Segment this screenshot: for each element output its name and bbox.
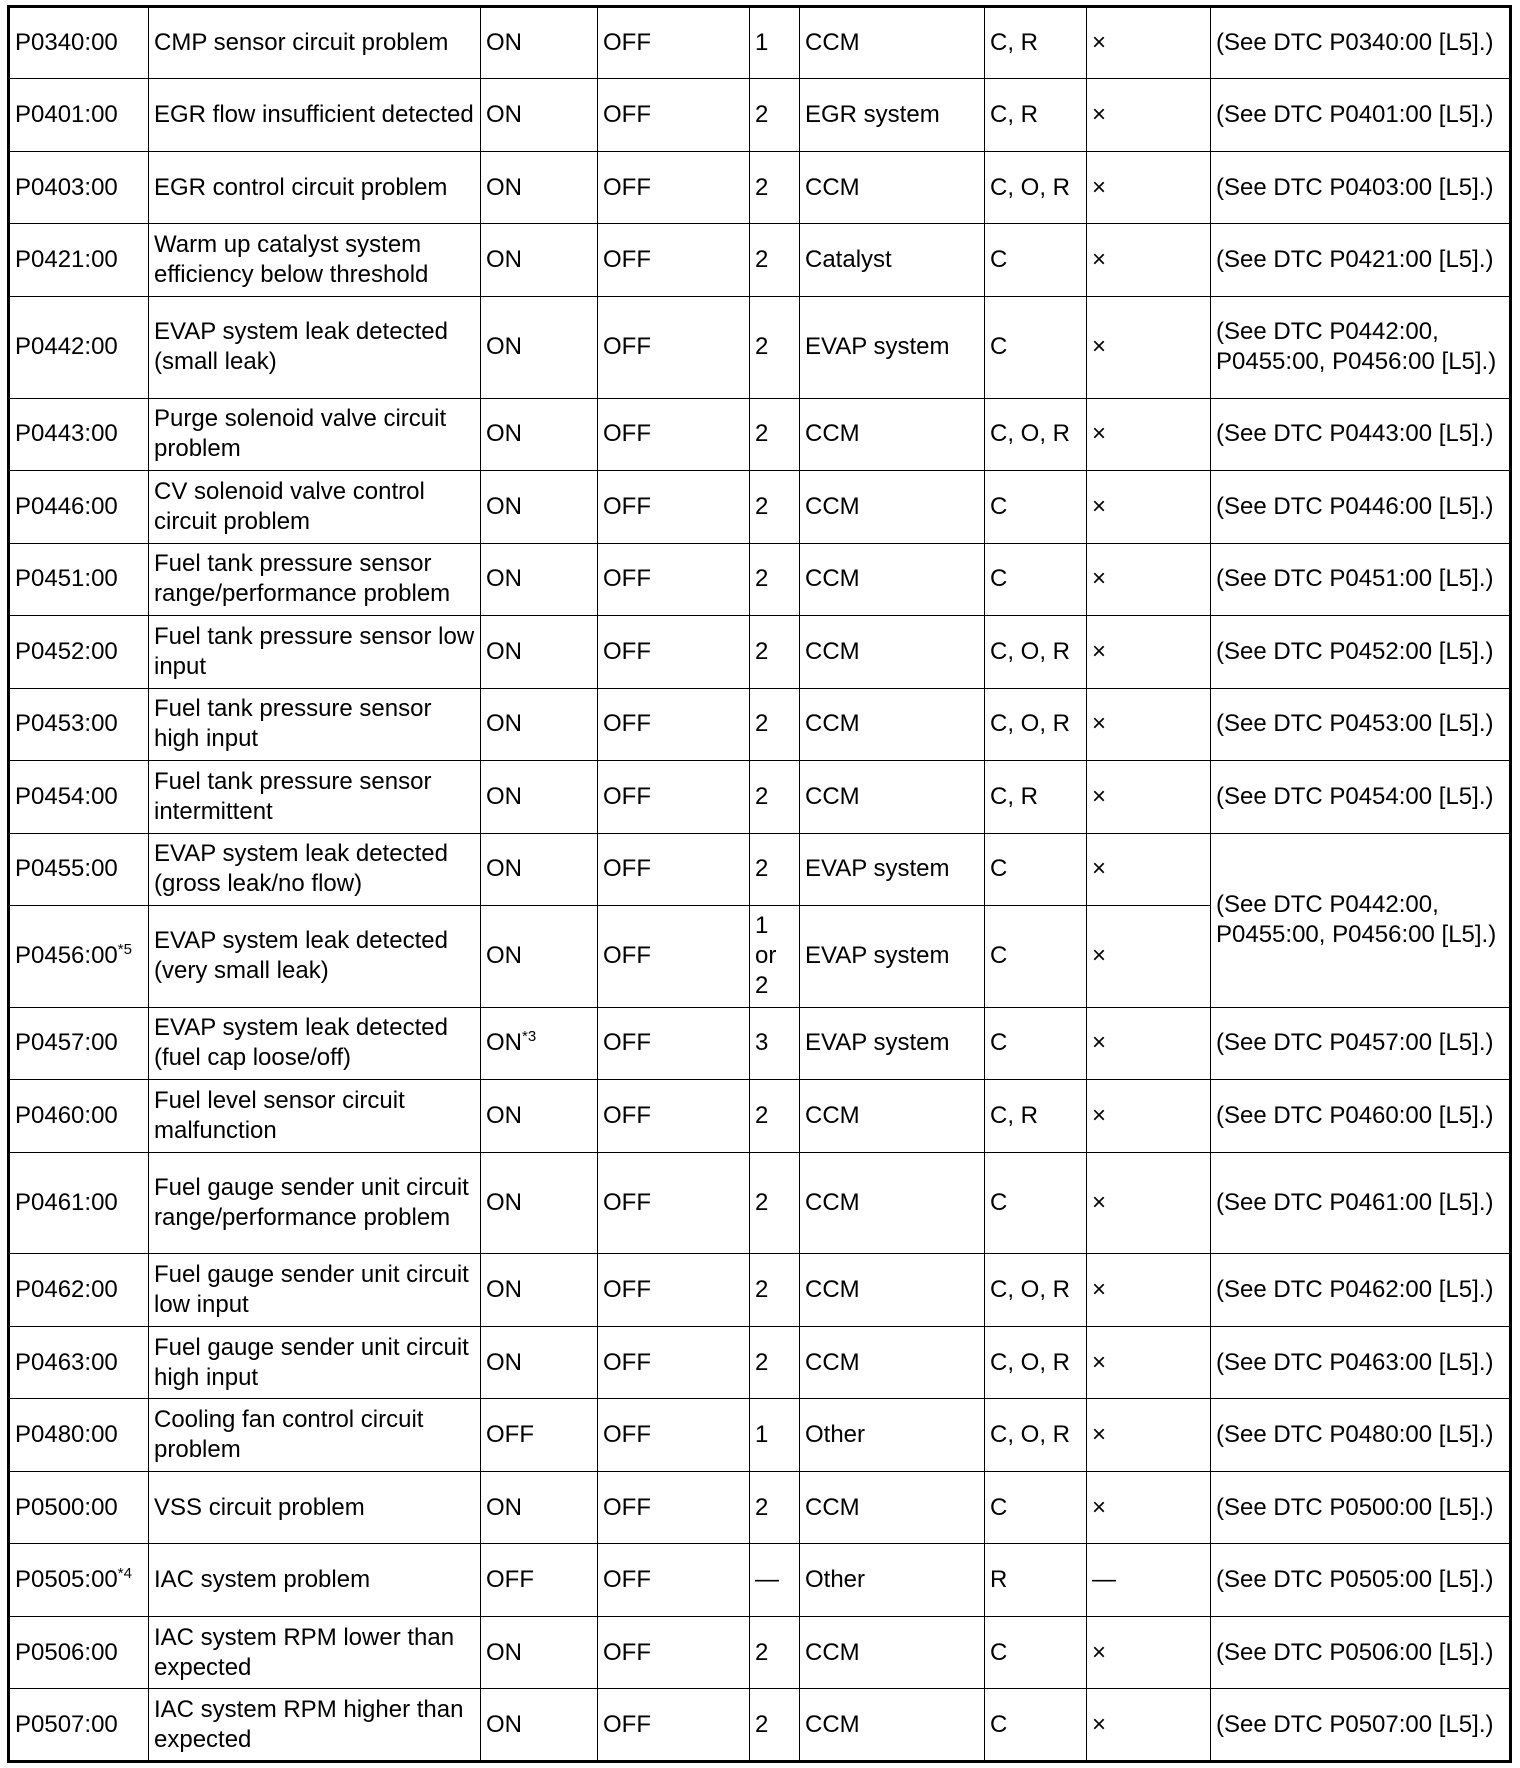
- memory-status: OFF: [598, 1471, 750, 1543]
- reference-link[interactable]: (See DTC P0421:00 [L5].): [1211, 224, 1511, 296]
- dtc-code: P0460:00: [9, 1080, 149, 1152]
- drive-cycle: 2: [750, 1254, 800, 1326]
- availability-mark: ×: [1087, 224, 1211, 296]
- availability-mark: ×: [1087, 471, 1211, 543]
- footnote-marker: *5: [117, 941, 132, 959]
- reference-link[interactable]: (See DTC P0462:00 [L5].): [1211, 1254, 1511, 1326]
- dtc-position: C, O, R: [985, 1254, 1087, 1326]
- dtc-position: C: [985, 906, 1087, 1008]
- mil-status: ON: [481, 7, 598, 79]
- mil-status: ON: [481, 1152, 598, 1254]
- dtc-position: C: [985, 471, 1087, 543]
- dtc-description: Cooling fan control circuit problem: [149, 1399, 481, 1471]
- dtc-position: C, O, R: [985, 1399, 1087, 1471]
- mil-status: ON: [481, 906, 598, 1008]
- mil-status: ON: [481, 1254, 598, 1326]
- dtc-position: C: [985, 1616, 1087, 1688]
- drive-cycle: 2: [750, 761, 800, 833]
- monitor-item: EVAP system: [800, 296, 985, 398]
- dtc-code: P0457:00: [9, 1007, 149, 1079]
- dtc-code: P0463:00: [9, 1326, 149, 1398]
- availability-mark: ×: [1087, 543, 1211, 615]
- dtc-position: C, R: [985, 1080, 1087, 1152]
- mil-status: ON: [481, 1471, 598, 1543]
- reference-link[interactable]: (See DTC P0461:00 [L5].): [1211, 1152, 1511, 1254]
- memory-status: OFF: [598, 1080, 750, 1152]
- dtc-description: Fuel tank pressure sensor high input: [149, 688, 481, 760]
- dtc-position: C, O, R: [985, 398, 1087, 470]
- availability-mark: —: [1087, 1544, 1211, 1616]
- memory-status: OFF: [598, 151, 750, 223]
- drive-cycle: 1: [750, 7, 800, 79]
- table-row: [9, 1616, 1511, 1688]
- dtc-code: P0505:00$^{*4}$: [9, 1544, 149, 1616]
- table-row: [9, 688, 1511, 760]
- availability-mark: ×: [1087, 1471, 1211, 1543]
- table-row: [9, 1152, 1511, 1254]
- dtc-description: Fuel gauge sender unit circuit low input: [149, 1254, 481, 1326]
- dtc-description: CV solenoid valve control circuit problem: [149, 471, 481, 543]
- reference-link[interactable]: (See DTC P0480:00 [L5].): [1211, 1399, 1511, 1471]
- availability-mark: ×: [1087, 833, 1211, 905]
- footnote-marker: *4: [117, 1565, 132, 1583]
- dtc-position: C, R: [985, 761, 1087, 833]
- table-row: [9, 1399, 1511, 1471]
- dtc-description: Fuel level sensor circuit malfunction: [149, 1080, 481, 1152]
- dtc-position: C: [985, 296, 1087, 398]
- dtc-code: P0340:00: [9, 7, 149, 79]
- monitor-item: CCM: [800, 616, 985, 688]
- table-row: [9, 1544, 1511, 1616]
- dtc-code: P0442:00: [9, 296, 149, 398]
- table-row: [9, 398, 1511, 470]
- dtc-code: P0443:00: [9, 398, 149, 470]
- memory-status: OFF: [598, 688, 750, 760]
- memory-status: OFF: [598, 616, 750, 688]
- dtc-description: IAC system RPM higher than expected: [149, 1689, 481, 1762]
- monitor-item: CCM: [800, 688, 985, 760]
- mil-status: ON: [481, 688, 598, 760]
- dtc-position: C, O, R: [985, 151, 1087, 223]
- drive-cycle: 2: [750, 1080, 800, 1152]
- reference-link[interactable]: (See DTC P0506:00 [L5].): [1211, 1616, 1511, 1688]
- mil-status: ON: [481, 1326, 598, 1398]
- mil-status: ON: [481, 471, 598, 543]
- dtc-description: EVAP system leak detected (very small leak): [149, 906, 481, 1008]
- availability-mark: ×: [1087, 79, 1211, 151]
- availability-mark: ×: [1087, 151, 1211, 223]
- monitor-item: Other: [800, 1399, 985, 1471]
- dtc-description: CMP sensor circuit problem: [149, 7, 481, 79]
- dtc-description: Fuel tank pressure sensor low input: [149, 616, 481, 688]
- dtc-position: C, O, R: [985, 688, 1087, 760]
- dtc-position: C: [985, 1152, 1087, 1254]
- reference-link[interactable]: (See DTC P0500:00 [L5].): [1211, 1471, 1511, 1543]
- table-row: [9, 616, 1511, 688]
- availability-mark: ×: [1087, 1254, 1211, 1326]
- dtc-code: P0455:00: [9, 833, 149, 905]
- memory-status: OFF: [598, 761, 750, 833]
- dtc-description: Fuel gauge sender unit circuit high input: [149, 1326, 481, 1398]
- mil-status: ON: [481, 296, 598, 398]
- dtc-table: [7, 5, 1512, 1763]
- drive-cycle: 2: [750, 543, 800, 615]
- drive-cycle: 2: [750, 833, 800, 905]
- reference-link[interactable]: (See DTC P0507:00 [L5].): [1211, 1689, 1511, 1762]
- dtc-position: C: [985, 543, 1087, 615]
- reference-link[interactable]: (See DTC P0451:00 [L5].): [1211, 543, 1511, 615]
- dtc-description: Fuel tank pressure sensor intermittent: [149, 761, 481, 833]
- table-row: [9, 543, 1511, 615]
- drive-cycle: 1: [750, 1399, 800, 1471]
- table-row: [9, 761, 1511, 833]
- memory-status: OFF: [598, 1616, 750, 1688]
- drive-cycle: 2: [750, 79, 800, 151]
- mil-status: ON$^{*3}$: [481, 1007, 598, 1079]
- reference-link[interactable]: (See DTC P0454:00 [L5].): [1211, 761, 1511, 833]
- dtc-description: EVAP system leak detected (gross leak/no flow): [149, 833, 481, 905]
- memory-status: OFF: [598, 1399, 750, 1471]
- availability-mark: ×: [1087, 1152, 1211, 1254]
- dtc-code: P0507:00: [9, 1689, 149, 1762]
- drive-cycle: 2: [750, 1152, 800, 1254]
- dtc-description: EVAP system leak detected (fuel cap loose/off): [149, 1007, 481, 1079]
- drive-cycle: 2: [750, 296, 800, 398]
- monitor-item: CCM: [800, 1689, 985, 1762]
- mil-status: ON: [481, 398, 598, 470]
- table-row: [9, 833, 1511, 905]
- memory-status: OFF: [598, 543, 750, 615]
- memory-status: OFF: [598, 79, 750, 151]
- dtc-position: C, R: [985, 7, 1087, 79]
- availability-mark: ×: [1087, 1399, 1211, 1471]
- dtc-code: P0421:00: [9, 224, 149, 296]
- reference-link[interactable]: (See DTC P0340:00 [L5].): [1211, 7, 1511, 79]
- dtc-code: P0453:00: [9, 688, 149, 760]
- table-row: [9, 7, 1511, 79]
- dtc-description: EVAP system leak detected (small leak): [149, 296, 481, 398]
- monitor-item: CCM: [800, 1471, 985, 1543]
- dtc-description: Fuel tank pressure sensor range/performance problem: [149, 543, 481, 615]
- memory-status: OFF: [598, 7, 750, 79]
- monitor-item: CCM: [800, 1080, 985, 1152]
- dtc-position: C: [985, 1471, 1087, 1543]
- reference-link[interactable]: (See DTC P0403:00 [L5].): [1211, 151, 1511, 223]
- mil-status: ON: [481, 1616, 598, 1688]
- dtc-description: VSS circuit problem: [149, 1471, 481, 1543]
- memory-status: OFF: [598, 224, 750, 296]
- mil-status: ON: [481, 1689, 598, 1762]
- reference-link[interactable]: (See DTC P0505:00 [L5].): [1211, 1544, 1511, 1616]
- memory-status: OFF: [598, 906, 750, 1008]
- dtc-code: P0401:00: [9, 79, 149, 151]
- dtc-position: C: [985, 833, 1087, 905]
- table-row: [9, 151, 1511, 223]
- reference-link[interactable]: (See DTC P0446:00 [L5].): [1211, 471, 1511, 543]
- memory-status: OFF: [598, 1326, 750, 1398]
- memory-status: OFF: [598, 1152, 750, 1254]
- drive-cycle: —: [750, 1544, 800, 1616]
- drive-cycle: 2: [750, 1471, 800, 1543]
- monitor-item: CCM: [800, 151, 985, 223]
- dtc-position: C, O, R: [985, 1326, 1087, 1398]
- memory-status: OFF: [598, 1007, 750, 1079]
- dtc-description: Purge solenoid valve circuit problem: [149, 398, 481, 470]
- dtc-code: P0452:00: [9, 616, 149, 688]
- availability-mark: ×: [1087, 296, 1211, 398]
- mil-status: ON: [481, 79, 598, 151]
- table-row: [9, 471, 1511, 543]
- dtc-position: C, R: [985, 79, 1087, 151]
- monitor-item: CCM: [800, 1616, 985, 1688]
- drive-cycle: 2: [750, 151, 800, 223]
- memory-status: OFF: [598, 1544, 750, 1616]
- table-row: [9, 1689, 1511, 1762]
- drive-cycle: 2: [750, 616, 800, 688]
- availability-mark: ×: [1087, 398, 1211, 470]
- footnote-marker: *3: [522, 1028, 537, 1046]
- monitor-item: Catalyst: [800, 224, 985, 296]
- dtc-position: C: [985, 1007, 1087, 1079]
- reference-link[interactable]: (See DTC P0463:00 [L5].): [1211, 1326, 1511, 1398]
- dtc-description: EGR control circuit problem: [149, 151, 481, 223]
- drive-cycle: 2: [750, 1326, 800, 1398]
- monitor-item: EVAP system: [800, 833, 985, 905]
- memory-status: OFF: [598, 1254, 750, 1326]
- dtc-description: IAC system problem: [149, 1544, 481, 1616]
- dtc-description: EGR flow insufficient detected: [149, 79, 481, 151]
- table-row: [9, 296, 1511, 398]
- reference-link[interactable]: (See DTC P0453:00 [L5].): [1211, 688, 1511, 760]
- memory-status: OFF: [598, 1689, 750, 1762]
- monitor-item: EGR system: [800, 79, 985, 151]
- reference-link[interactable]: (See DTC P0443:00 [L5].): [1211, 398, 1511, 470]
- reference-link[interactable]: (See DTC P0442:00, P0455:00, P0456:00 [L5].): [1211, 833, 1511, 1007]
- dtc-description: Fuel gauge sender unit circuit range/performance problem: [149, 1152, 481, 1254]
- dtc-code: P0462:00: [9, 1254, 149, 1326]
- table-row: [9, 1080, 1511, 1152]
- mil-status: ON: [481, 1080, 598, 1152]
- monitor-item: CCM: [800, 471, 985, 543]
- dtc-code: P0461:00: [9, 1152, 149, 1254]
- mil-status: OFF: [481, 1544, 598, 1616]
- dtc-code: P0456:00$^{*5}$: [9, 906, 149, 1008]
- monitor-item: EVAP system: [800, 906, 985, 1008]
- mil-status: OFF: [481, 1399, 598, 1471]
- reference-link[interactable]: (See DTC P0457:00 [L5].): [1211, 1007, 1511, 1079]
- table-row: [9, 1471, 1511, 1543]
- drive-cycle: 2: [750, 224, 800, 296]
- dtc-code: P0454:00: [9, 761, 149, 833]
- monitor-item: Other: [800, 1544, 985, 1616]
- mil-status: ON: [481, 151, 598, 223]
- availability-mark: ×: [1087, 1007, 1211, 1079]
- monitor-item: CCM: [800, 761, 985, 833]
- dtc-code: P0506:00: [9, 1616, 149, 1688]
- mil-status: ON: [481, 224, 598, 296]
- monitor-item: CCM: [800, 1152, 985, 1254]
- availability-mark: ×: [1087, 1326, 1211, 1398]
- table-row: [9, 79, 1511, 151]
- mil-status: ON: [481, 616, 598, 688]
- drive-cycle: 3: [750, 1007, 800, 1079]
- monitor-item: EVAP system: [800, 1007, 985, 1079]
- drive-cycle: 2: [750, 398, 800, 470]
- monitor-item: CCM: [800, 7, 985, 79]
- dtc-position: C: [985, 224, 1087, 296]
- availability-mark: ×: [1087, 7, 1211, 79]
- availability-mark: ×: [1087, 1616, 1211, 1688]
- reference-link[interactable]: (See DTC P0401:00 [L5].): [1211, 79, 1511, 151]
- availability-mark: ×: [1087, 616, 1211, 688]
- dtc-description: IAC system RPM lower than expected: [149, 1616, 481, 1688]
- availability-mark: ×: [1087, 1689, 1211, 1762]
- availability-mark: ×: [1087, 688, 1211, 760]
- memory-status: OFF: [598, 833, 750, 905]
- dtc-position: R: [985, 1544, 1087, 1616]
- dtc-code: P0451:00: [9, 543, 149, 615]
- availability-mark: ×: [1087, 761, 1211, 833]
- dtc-position: C, O, R: [985, 616, 1087, 688]
- reference-link[interactable]: (See DTC P0460:00 [L5].): [1211, 1080, 1511, 1152]
- mil-status: ON: [481, 543, 598, 615]
- drive-cycle: 2: [750, 688, 800, 760]
- reference-link[interactable]: (See DTC P0442:00, P0455:00, P0456:00 [L5].): [1211, 296, 1511, 398]
- mil-status: ON: [481, 761, 598, 833]
- dtc-code: P0500:00: [9, 1471, 149, 1543]
- mil-status: ON: [481, 833, 598, 905]
- availability-mark: ×: [1087, 1080, 1211, 1152]
- reference-link[interactable]: (See DTC P0452:00 [L5].): [1211, 616, 1511, 688]
- drive-cycle: 2: [750, 471, 800, 543]
- memory-status: OFF: [598, 296, 750, 398]
- memory-status: OFF: [598, 471, 750, 543]
- table-row: [9, 1326, 1511, 1398]
- dtc-description: Warm up catalyst system efficiency below threshold: [149, 224, 481, 296]
- monitor-item: CCM: [800, 1254, 985, 1326]
- table-row: [9, 1254, 1511, 1326]
- table-row: [9, 1007, 1511, 1079]
- drive-cycle: 2: [750, 1616, 800, 1688]
- availability-mark: ×: [1087, 906, 1211, 1008]
- monitor-item: CCM: [800, 398, 985, 470]
- memory-status: OFF: [598, 398, 750, 470]
- dtc-code: P0446:00: [9, 471, 149, 543]
- drive-cycle: 1 or 2: [750, 906, 800, 1008]
- drive-cycle: 2: [750, 1689, 800, 1762]
- dtc-code: P0403:00: [9, 151, 149, 223]
- dtc-code: P0480:00: [9, 1399, 149, 1471]
- monitor-item: CCM: [800, 543, 985, 615]
- monitor-item: CCM: [800, 1326, 985, 1398]
- table-row: [9, 224, 1511, 296]
- dtc-position: C: [985, 1689, 1087, 1762]
